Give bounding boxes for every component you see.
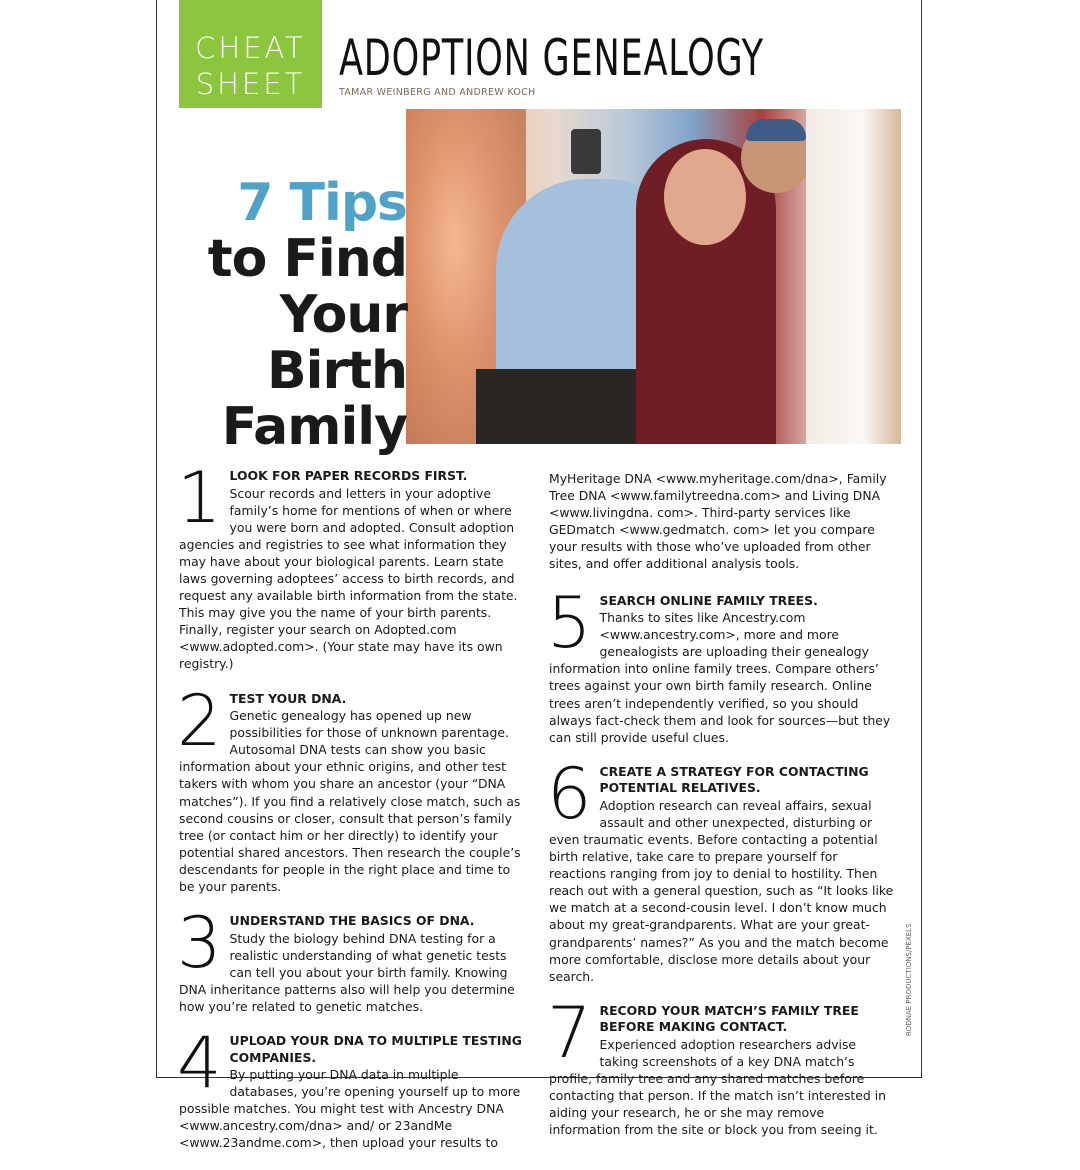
hero-photo [406, 109, 901, 444]
page-title: ADOPTION GENEALOGY [339, 29, 764, 87]
tip-body: Study the biology behind DNA testing for a realistic understanding of what genetic tests can tell you about your birth family. Knowing DNA inheritance patterns also will help you determine how you’re related to genetic matches. [179, 930, 515, 1014]
headline-line-3: Your [279, 285, 407, 345]
tip-body: Adoption research can reveal affairs, sexual assault and other unexpected, disturbing or even traumatic events. Before contacting a potential birth relative, take care to prepare yourself for reactions ranging from joy to denial to hostility. Then reach out with a general question, such as “It looks like we match at a second-cousin level. I don’t know much about my great-grandparents. What are your great-grandparents’ names?” As you and the match become more comfortable, disclose more details about your search. [549, 797, 894, 984]
photo-trousers [476, 369, 636, 444]
tip-heading: TEST YOUR DNA. [229, 690, 347, 706]
tip-body: Experienced adoption researchers advise taking screenshots of a key DNA match’s profile, family tree and any shared matches before contacting that person. If the match isn’t interested in aiding your research, he or she may remove information from the site or block you from seeing it. [549, 1036, 887, 1138]
cheat-sheet-badge [179, 0, 322, 108]
tip-number: 2 [177, 679, 222, 762]
tip-number: 5 [547, 581, 592, 664]
tip-4 [177, 1022, 524, 1151]
tip-body: Genetic genealogy has opened up new possibilities for those of unknown parentage. Autosomal DNA tests can show you basic information about your ethnic origins, and other test takers with whom you share an ancestor (your “DNA matches”). If you find a relatively close match, such as second cousins or closer, consult that person’s family tree (or contact him or her directly) to identify your potential shared ancestors. Then research the couple’s descendants for people in the right place and time to be your parents. [179, 708, 521, 894]
tip-body: By putting your DNA data in multiple databases, you’re opening yourself up to more possible matches. You might test with Ancestry DNA <www.ancestry.com/dna> and/ or 23andMe <www.23andme.com>, then upload your results to [179, 1067, 521, 1151]
tip-number: 3 [177, 902, 222, 985]
tip-heading: UPLOAD YOUR DNA TO MULTIPLE TESTING COMPANIES. [229, 1033, 522, 1065]
headline [177, 175, 407, 455]
tip-number: 1 [177, 457, 222, 539]
authors-byline: TAMAR WEINBERG AND ANDREW KOCH [339, 87, 536, 98]
tip-body: Thanks to sites like Ancestry.com <www.ancestry.com>, more and more genealogists are uploading their genealogy information into online family trees. Compare others’ trees against your own birth family research. Online trees aren’t independently verified, so you should always fact-check them and look for sources—but they can still provide useful clues. [549, 610, 891, 745]
left-column [177, 457, 524, 1170]
tip-number: 4 [177, 1022, 222, 1105]
tip-heading: RECORD YOUR MATCH’S FAMILY TREE BEFORE MAKING CONTACT. [599, 1002, 859, 1035]
tip-heading: UNDERSTAND THE BASICS OF DNA. [229, 913, 475, 929]
photo-lantern [571, 129, 601, 174]
photo-credit [901, 918, 915, 1036]
tip-heading: CREATE A STRATEGY FOR CONTACTING POTENTIAL RELATIVES. [599, 763, 869, 796]
tip-5 [547, 581, 894, 746]
badge-line-2: SHEET [195, 67, 306, 101]
tip-7 [547, 991, 894, 1139]
tip-4-continuation: MyHeritage DNA <www.myheritage.com/dna>, Family Tree DNA <www.familytreedna.com> and Living DNA <www.livingdna. com>. Third-party services like GEDmatch <www.gedmatch. com> let you compare your results with those who’ve uploaded from other sites, and offer additional analysis tools. [549, 471, 887, 572]
photo-credit-text: RODNAE PRODUCTIONS/PEXELS [905, 923, 913, 1036]
tip-3 [177, 902, 524, 1015]
tip-number: 6 [547, 752, 592, 835]
photo-face-woman [664, 149, 746, 245]
tip-1 [177, 457, 524, 673]
headline-line-1: 7 Tips [237, 173, 407, 233]
headline-line-5: Family [221, 397, 407, 457]
tip-heading: SEARCH ONLINE FAMILY TREES. [599, 592, 818, 608]
badge-line-1: CHEAT [195, 31, 306, 65]
tip-number: 7 [547, 991, 592, 1074]
headline-line-2: to Find [207, 229, 407, 289]
cheat-sheet-page [156, 0, 922, 1151]
photo-doorframe [806, 109, 901, 444]
tip-6 [547, 752, 894, 985]
photo-kippah [746, 119, 806, 141]
tip-body: Scour records and letters in your adoptive family’s home for mentions of when or where you were born and adopted. Consult adoption agencies and registries to see what information they may have about your biological parents. Learn state laws governing adoptees’ access to birth records, and request any available birth information from the state. This may give you the name of your birth parents. Finally, register your search on Adopted.com <www.adopted.com>. (Your state may have its own registry.) [179, 485, 518, 672]
tip-heading: LOOK FOR PAPER RECORDS FIRST. [229, 468, 468, 483]
headline-line-4: Birth [267, 341, 407, 401]
right-column [549, 470, 894, 1156]
tip-2 [177, 679, 524, 896]
